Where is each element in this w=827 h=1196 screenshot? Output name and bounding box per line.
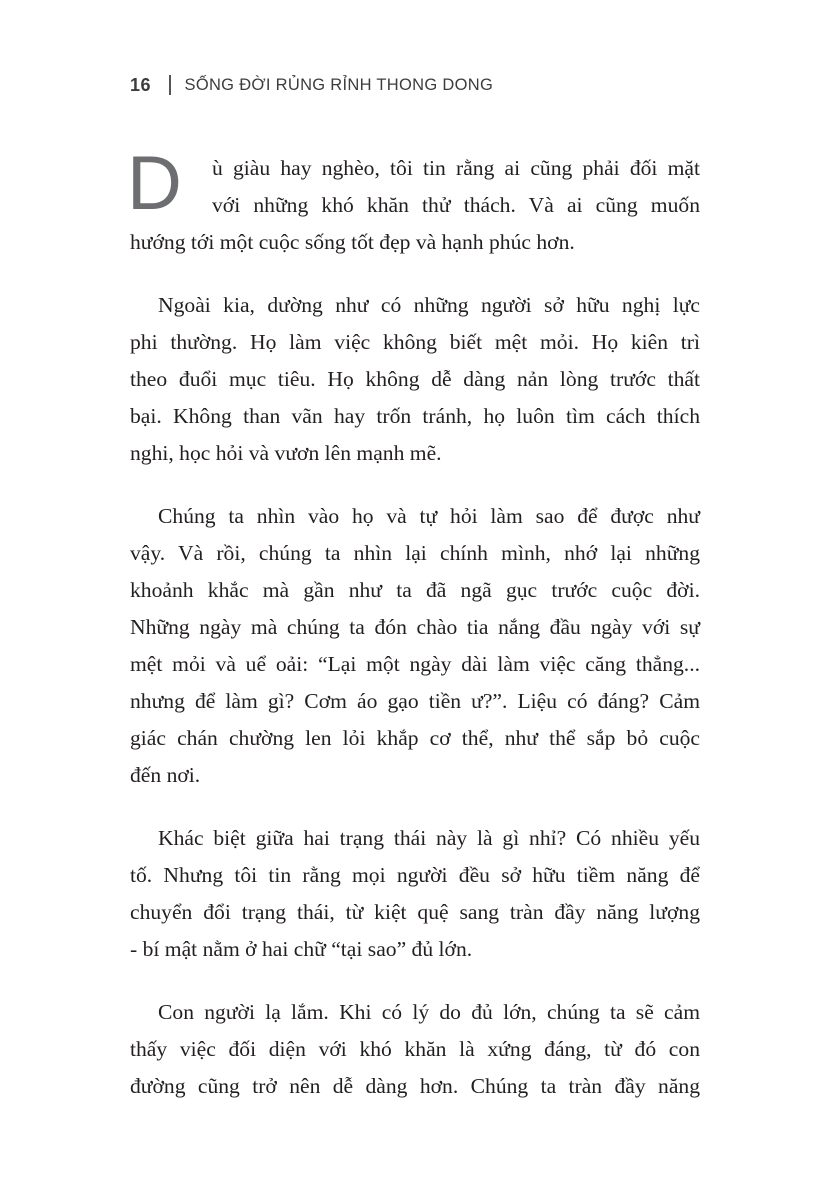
paragraph-line: Chúng ta nhìn vào họ và tự hỏi làm sao để được như [158, 504, 700, 528]
body-text [127, 141, 700, 1131]
header-divider [169, 75, 171, 95]
paragraph-line: hướng tới một cuộc sống tốt đẹp và hạnh phúc hơn. [130, 230, 575, 254]
running-header [130, 72, 493, 98]
paragraph-line: vậy. Và rồi, chúng ta nhìn lại chính mình, nhớ lại những [130, 541, 700, 565]
paragraph-line: Con người lạ lắm. Khi có lý do đủ lớn, chúng ta sẽ cảm [158, 1000, 700, 1024]
book-title: SỐNG ĐỜI RỦNG RỈNH THONG DONG [184, 75, 494, 94]
paragraph-line: phi thường. Họ làm việc không biết mệt mỏi. Họ kiên trì [130, 330, 700, 354]
paragraph-1 [127, 141, 700, 261]
paragraph-line: đường cũng trở nên dễ dàng hơn. Chúng ta tràn đầy năng [130, 1074, 700, 1098]
paragraph-line: với những khó khăn thử thách. Và ai cũng muốn [212, 193, 700, 217]
paragraph-line: đến nơi. [130, 763, 201, 787]
paragraph-line: giác chán chường len lỏi khắp cơ thể, như thể sắp bỏ cuộc [130, 726, 700, 750]
paragraph-3 [130, 498, 700, 794]
paragraph-4 [130, 820, 700, 968]
paragraph-line: Khác biệt giữa hai trạng thái này là gì nhỉ? Có nhiều yếu [158, 826, 700, 850]
paragraph-line: bại. Không than vãn hay trốn tránh, họ luôn tìm cách thích [130, 404, 700, 428]
paragraph-line: - bí mật nằm ở hai chữ “tại sao” đủ lớn. [130, 937, 473, 961]
paragraph-line: theo đuổi mục tiêu. Họ không dễ dàng nản lòng trước thất [130, 367, 700, 391]
paragraph-line: khoảnh khắc mà gần như ta đã ngã gục trước cuộc đời. [130, 578, 700, 602]
paragraph-line: thấy việc đối diện với khó khăn là xứng đáng, từ đó con [130, 1037, 700, 1061]
paragraph-5 [130, 994, 700, 1105]
paragraph-line: mệt mỏi và uể oải: “Lại một ngày dài làm việc căng thẳng... [130, 652, 700, 676]
paragraph-line: Ngoài kia, dường như có những người sở hữu nghị lực [158, 293, 700, 317]
drop-cap: D [127, 141, 182, 226]
paragraph-line: chuyển đổi trạng thái, từ kiệt quệ sang tràn đầy năng lượng [130, 900, 700, 924]
page-number: 16 [130, 74, 152, 95]
paragraph-line: ù giàu hay nghèo, tôi tin rằng ai cũng phải đối mặt [212, 156, 700, 180]
paragraph-line: nghi, học hỏi và vươn lên mạnh mẽ. [130, 441, 442, 465]
paragraph-line: tố. Nhưng tôi tin rằng mọi người đều sở hữu tiềm năng để [130, 863, 700, 887]
paragraph-line: Những ngày mà chúng ta đón chào tia nắng đầu ngày với sự [130, 615, 700, 639]
paragraph-line: nhưng để làm gì? Cơm áo gạo tiền ư?”. Liệu có đáng? Cảm [130, 689, 700, 713]
paragraph-2 [130, 287, 700, 472]
